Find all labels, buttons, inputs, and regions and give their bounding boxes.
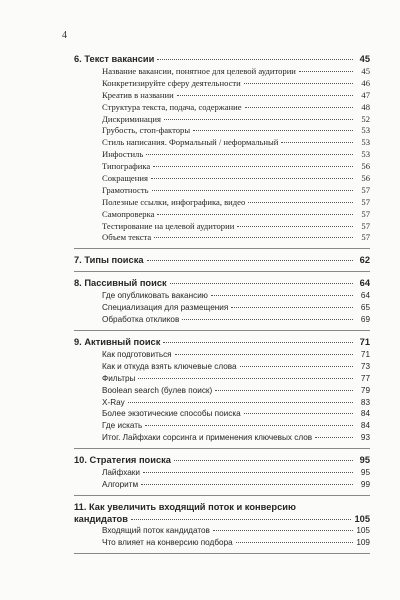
dot-leader — [193, 130, 353, 131]
subsection-entry[interactable] — [74, 209, 370, 221]
subsection-title: Обработка откликов — [102, 315, 180, 325]
subsection-page: 53 — [361, 149, 370, 160]
subsection-page: 47 — [361, 89, 370, 100]
dot-leader — [245, 107, 353, 108]
subsection-entry[interactable] — [74, 173, 370, 185]
subsection-entry[interactable] — [74, 185, 370, 197]
dot-leader — [151, 178, 353, 179]
chapter-page: 64 — [359, 278, 370, 289]
subsection-title: Как и откуда взять ключевые слова — [102, 361, 237, 371]
dot-leader — [164, 119, 353, 120]
subsection-entry[interactable] — [74, 467, 370, 479]
dot-leader — [170, 283, 353, 284]
subsection-title: Креатив в названии — [102, 89, 174, 100]
dot-leader — [154, 237, 353, 238]
subsection-page: 77 — [360, 373, 370, 383]
subsection-entry[interactable] — [74, 314, 370, 326]
subsection-page: 57 — [361, 184, 370, 195]
subsection-entry[interactable] — [74, 408, 370, 420]
subsection-entry[interactable] — [74, 125, 370, 137]
subsection-entry[interactable] — [74, 349, 370, 361]
chapter-page: 62 — [359, 255, 370, 266]
dot-leader — [182, 319, 353, 320]
subsection-title: Фильтры — [102, 373, 136, 383]
page-number: 4 — [62, 30, 67, 41]
chapter-title-line-2: кандидатов — [74, 513, 128, 524]
toc-section-9 — [74, 331, 370, 449]
subsection-title: Типографика — [102, 161, 151, 172]
chapter-entry[interactable] — [74, 53, 370, 65]
subsection-entry[interactable] — [74, 137, 370, 149]
subsection-page: 71 — [360, 350, 370, 360]
subsection-page: 57 — [361, 220, 370, 231]
subsection-title: Boolean search (булев поиск) — [102, 385, 213, 395]
dot-leader — [240, 366, 353, 367]
subsection-title: Стиль написания. Формальный / неформальный — [102, 137, 279, 148]
toc-section-8 — [74, 272, 370, 331]
dot-leader — [163, 342, 353, 343]
chapter-title-line-1: 11. Как увеличить входящий поток и конверсию — [74, 501, 296, 512]
subsection-entry[interactable] — [74, 290, 370, 302]
dot-leader — [145, 425, 353, 426]
subsection-title: Итог. Лайфхаки сорсинга и применения ключевых слов — [102, 433, 313, 443]
subsection-entry[interactable] — [74, 102, 370, 114]
subsection-title: Полезные ссылки, инфографика, видео — [102, 196, 246, 207]
subsection-entry[interactable] — [74, 397, 370, 409]
subsection-title: Тестирование на целевой аудитории — [102, 220, 235, 231]
dot-leader — [152, 190, 353, 191]
subsection-entry[interactable] — [74, 373, 370, 385]
dot-leader — [244, 83, 353, 84]
subsection-page: 69 — [360, 315, 370, 325]
dot-leader — [157, 59, 353, 60]
toc-section-10 — [74, 449, 370, 496]
dot-leader — [143, 472, 353, 473]
dot-leader — [153, 166, 353, 167]
subsection-page: 99 — [360, 480, 370, 490]
subsection-page: 109 — [356, 537, 370, 547]
dot-leader — [315, 437, 353, 438]
dot-leader — [236, 542, 353, 543]
subsection-title: Специализация для размещения — [102, 303, 229, 313]
subsection-title: Дискриминация — [102, 113, 161, 124]
subsection-title: Объем текста — [102, 232, 152, 243]
subsection-page: 83 — [360, 397, 370, 407]
subsection-entry[interactable] — [74, 78, 370, 90]
subsection-entry[interactable] — [74, 302, 370, 314]
subsection-page: 64 — [360, 291, 370, 301]
subsection-page: 79 — [360, 385, 370, 395]
subsection-page: 57 — [361, 232, 370, 243]
subsection-page: 84 — [360, 421, 370, 431]
chapter-entry[interactable] — [74, 277, 370, 289]
chapter-page: 95 — [359, 455, 370, 466]
subsection-entry[interactable] — [74, 221, 370, 233]
subsection-entry[interactable] — [74, 197, 370, 209]
subsection-title: Где искать — [102, 421, 143, 431]
dot-leader — [248, 202, 353, 203]
chapter-page: 105 — [354, 513, 370, 524]
subsection-title: Самопроверка — [102, 208, 155, 219]
chapter-title: 6. Текст вакансии — [74, 54, 155, 64]
chapter-entry[interactable] — [74, 501, 370, 525]
subsection-page: 95 — [360, 468, 370, 478]
chapter-entry[interactable] — [74, 254, 370, 266]
subsection-title: Где опубликовать вакансию — [102, 291, 208, 301]
subsection-page: 105 — [356, 525, 370, 535]
dot-leader — [174, 460, 353, 461]
subsection-entry[interactable] — [74, 432, 370, 444]
toc-section-11 — [74, 496, 370, 554]
dot-leader — [146, 154, 353, 155]
subsection-title: X-Ray — [102, 397, 125, 407]
subsection-title: Инфостиль — [102, 149, 144, 160]
dot-leader — [131, 519, 352, 520]
dot-leader — [244, 413, 353, 414]
subsection-entry[interactable] — [74, 161, 370, 173]
dot-leader — [138, 378, 353, 379]
chapter-title: 10. Стратегия поиска — [74, 455, 171, 466]
subsection-title: Алгоритм — [102, 480, 139, 490]
subsection-entry[interactable] — [74, 479, 370, 491]
subsection-page: 48 — [361, 101, 370, 112]
subsection-title: Сокращения — [102, 173, 148, 184]
subsection-page: 57 — [361, 196, 370, 207]
dot-leader — [177, 95, 353, 96]
dot-leader — [281, 142, 353, 143]
dot-leader — [299, 71, 353, 72]
subsection-page: 45 — [361, 66, 370, 76]
chapter-entry[interactable] — [74, 336, 370, 348]
subsection-title: Конкретизируйте сферу деятельности — [102, 77, 241, 88]
chapter-entry[interactable] — [74, 454, 370, 466]
dot-leader — [213, 530, 353, 531]
subsection-title: Лайфхаки — [102, 468, 140, 478]
subsection-page: 73 — [360, 361, 370, 371]
dot-leader — [128, 402, 353, 403]
dot-leader — [175, 354, 353, 355]
chapter-page: 45 — [359, 54, 370, 64]
chapter-page: 71 — [359, 337, 370, 348]
dot-leader — [141, 484, 353, 485]
subsection-entry[interactable] — [74, 525, 370, 537]
subsection-title: Что влияет на конверсию подбора — [102, 537, 233, 547]
subsection-page: 57 — [361, 208, 370, 219]
subsection-page: 84 — [360, 409, 370, 419]
dot-leader — [237, 226, 353, 227]
subsection-entry[interactable] — [74, 420, 370, 432]
chapter-title: 9. Активный поиск — [74, 337, 161, 348]
dot-leader — [211, 295, 353, 296]
subsection-title: Грубость, стоп-факторы — [102, 125, 191, 136]
subsection-page: 56 — [361, 173, 370, 184]
subsection-page: 46 — [361, 77, 370, 88]
chapter-title: 8. Пассивный поиск — [74, 278, 167, 289]
dot-leader — [215, 390, 353, 391]
subsection-title: Грамотность — [102, 184, 149, 195]
subsection-entry[interactable] — [74, 114, 370, 126]
chapter-title-row-2 — [74, 513, 370, 525]
dot-leader — [157, 214, 353, 215]
subsection-title: Название вакансии, понятное для целевой аудитории — [102, 66, 296, 76]
subsection-page: 53 — [361, 137, 370, 148]
subsection-page: 65 — [360, 303, 370, 313]
dot-leader — [231, 307, 353, 308]
subsection-entry[interactable] — [74, 66, 370, 78]
subsection-title: Как подготовиться — [102, 350, 172, 360]
subsection-entry[interactable] — [74, 90, 370, 102]
toc-section-7 — [74, 249, 370, 272]
subsection-page: 52 — [361, 113, 370, 124]
subsection-title: Структура текста, подача, содержание — [102, 101, 242, 112]
subsection-entry[interactable] — [74, 232, 370, 244]
dot-leader — [147, 260, 353, 261]
subsection-title: Более экзотические способы поиска — [102, 409, 241, 419]
subsection-entry[interactable] — [74, 361, 370, 373]
subsection-entry[interactable] — [74, 149, 370, 161]
subsection-title: Входящий поток кандидатов — [102, 525, 210, 535]
subsection-entry[interactable] — [74, 537, 370, 549]
toc-section-6 — [74, 50, 370, 249]
subsection-page: 53 — [361, 125, 370, 136]
subsection-page: 56 — [361, 161, 370, 172]
chapter-title: 7. Типы поиска — [74, 255, 144, 266]
table-of-contents — [74, 50, 370, 554]
subsection-page: 93 — [360, 433, 370, 443]
subsection-entry[interactable] — [74, 385, 370, 397]
